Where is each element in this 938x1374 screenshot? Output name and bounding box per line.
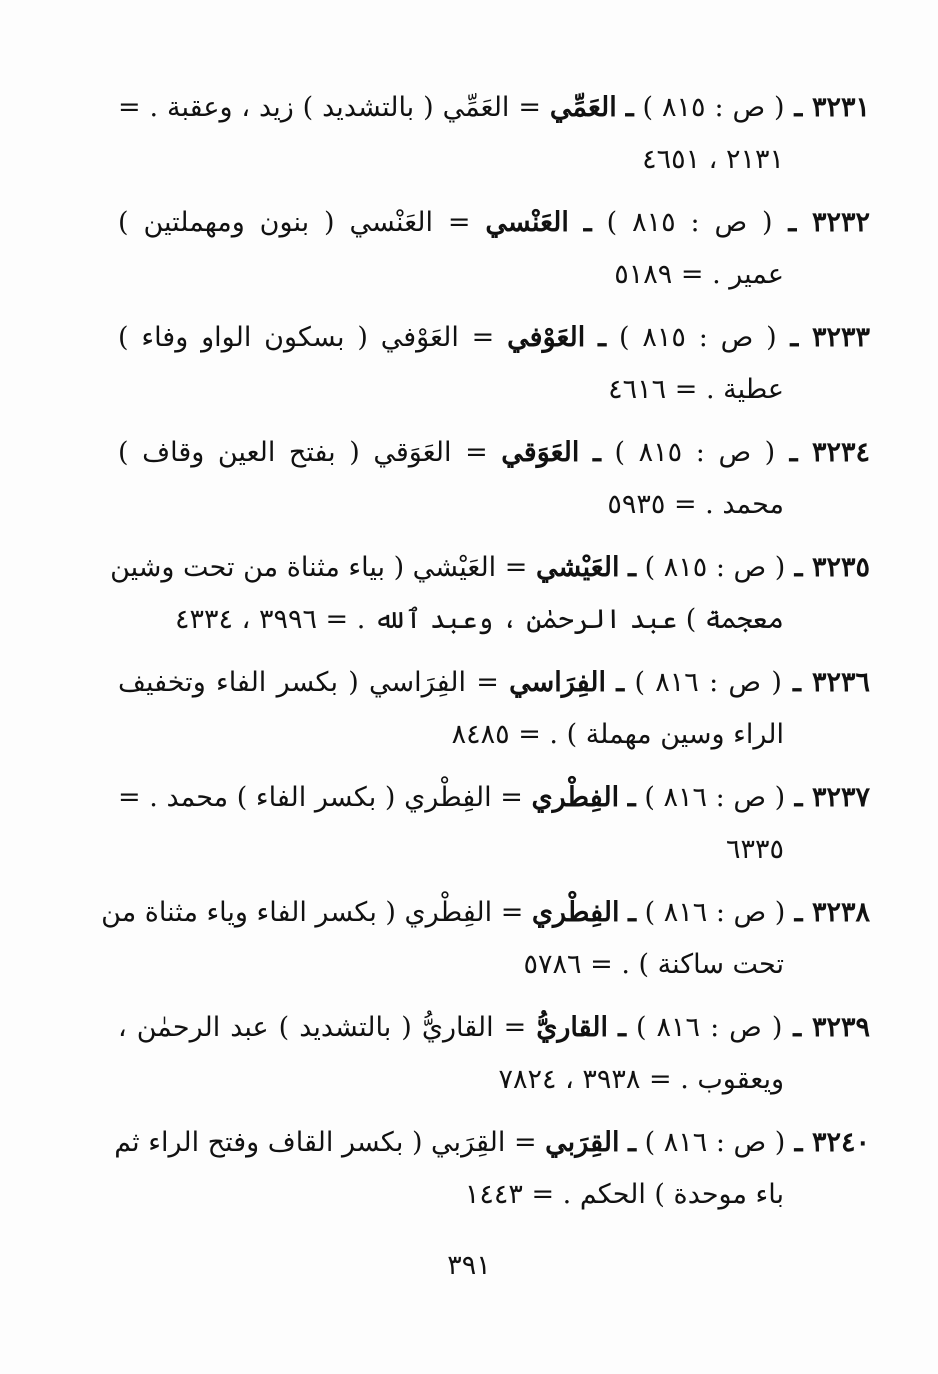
entry-number: ٣٢٤٠ xyxy=(811,1127,870,1158)
entry-line-1 xyxy=(114,1117,870,1169)
entry-line-2: معجمة ) عبد الرحمٰن ، وعبد ٱلله . = ٣٩٩٦ ، ٤٣٣٤ xyxy=(175,604,784,635)
nisba-heading: العَنْسي xyxy=(485,207,569,238)
page-reference: ( ص : ٨١٦ ) xyxy=(644,782,786,813)
entry-number: ٣٢٣١ xyxy=(811,92,870,123)
entry-line-1 xyxy=(118,82,870,134)
entry-number: ٣٢٣٥ xyxy=(811,552,870,583)
entry-dash: ـ xyxy=(782,1012,812,1043)
entry-dash: ـ xyxy=(776,322,812,353)
entry-line-1 xyxy=(118,197,870,249)
entry-line-2: باء موحدة ) الحكم . = ١٤٤٣ xyxy=(464,1179,784,1210)
nisba-heading: العَيْشي xyxy=(535,552,620,583)
entry-line-2: ويعقوب . = ٣٩٣٨ ، ٧٨٢٤ xyxy=(498,1064,784,1095)
entry-line-1 xyxy=(101,887,870,939)
entry-line-1 xyxy=(110,542,870,594)
entry-explanation: = العَنْسي ( بنون ومهملتين ) xyxy=(118,207,471,238)
name-dash: ـ xyxy=(627,782,636,813)
entry-line-2: محمد . = ٥٩٣٥ xyxy=(607,489,784,520)
entry-3236 xyxy=(118,657,870,772)
entry-line-2: عمير . = ٥١٨٩ xyxy=(614,259,784,290)
entry-3234 xyxy=(118,427,870,542)
entry-dash: ـ xyxy=(785,552,812,583)
nisba-heading: العَوْفي xyxy=(507,322,586,353)
name-dash: ـ xyxy=(598,322,607,353)
entry-number: ٣٢٣٩ xyxy=(811,1012,870,1043)
entry-line-1 xyxy=(118,772,870,824)
entry-dash: ـ xyxy=(775,437,812,468)
entry-explanation: = الفِرَاسي ( بكسر الفاء وتخفيف xyxy=(118,667,499,698)
entry-explanation: = الفِطْري ( بكسر الفاء ) محمد . = xyxy=(118,782,523,813)
entry-3240 xyxy=(114,1117,870,1232)
name-dash: ـ xyxy=(628,552,636,583)
entry-dash: ـ xyxy=(772,207,812,238)
entry-explanation: = الفِطْري ( بكسر الفاء وياء مثناة من xyxy=(101,897,524,928)
entry-line-2: الراء وسين مهملة ) . = ٨٤٨٥ xyxy=(451,719,784,750)
name-dash: ـ xyxy=(628,897,636,928)
page-reference: ( ص : ٨١٥ ) xyxy=(606,207,773,238)
entry-number: ٣٢٣٤ xyxy=(811,437,870,468)
entry-dash: ـ xyxy=(784,92,812,123)
nisba-heading: القاريُّ xyxy=(536,1012,609,1043)
name-dash: ـ xyxy=(616,667,625,698)
name-dash: ـ xyxy=(625,92,634,123)
entry-number: ٣٢٣٨ xyxy=(811,897,870,928)
name-dash: ـ xyxy=(628,1127,636,1158)
entry-3239 xyxy=(118,1002,870,1117)
entry-dash: ـ xyxy=(785,1127,812,1158)
page-reference: ( ص : ٨١٥ ) xyxy=(644,552,786,583)
page-reference: ( ص : ٨١٥ ) xyxy=(618,322,777,353)
entry-dash: ـ xyxy=(785,782,812,813)
entry-3233 xyxy=(118,312,870,427)
entry-line-1 xyxy=(118,1002,870,1054)
entry-number: ٣٢٣٧ xyxy=(811,782,870,813)
entry-line-1 xyxy=(118,312,870,364)
entry-dash: ـ xyxy=(785,897,812,928)
entry-line-2: تحت ساكنة ) . = ٥٧٨٦ xyxy=(523,949,784,980)
page-reference: ( ص : ٨١٦ ) xyxy=(636,1012,783,1043)
entry-3238 xyxy=(101,887,870,1002)
page-number: ٣٩١ xyxy=(447,1250,491,1281)
name-dash: ـ xyxy=(618,1012,626,1043)
entry-line-1 xyxy=(118,657,870,709)
entry-dash: ـ xyxy=(781,667,812,698)
entry-3237 xyxy=(118,772,870,887)
entry-explanation: = القاريُّ ( بالتشديد ) عبد الرحمٰن ، xyxy=(118,1012,527,1043)
entry-line-2: عطية . = ٤٦١٦ xyxy=(608,374,784,405)
page-reference: ( ص : ٨١٦ ) xyxy=(644,897,786,928)
nisba-heading: الفِرَاسي xyxy=(509,667,607,698)
page-reference: ( ص : ٨١٦ ) xyxy=(634,667,782,698)
entry-number: ٣٢٣٢ xyxy=(811,207,870,238)
entry-3231 xyxy=(118,82,870,197)
nisba-heading: القِرَبي xyxy=(545,1127,620,1158)
page-reference: ( ص : ٨١٥ ) xyxy=(614,437,776,468)
entry-line-2: ٢١٣١ ، ٤٦٥١ xyxy=(642,144,784,175)
entry-3235 xyxy=(110,542,870,657)
entry-line-1 xyxy=(118,427,870,479)
entry-explanation: = العَيْشي ( بياء مثناة من تحت وشين xyxy=(110,552,528,583)
entries-list xyxy=(101,82,870,1232)
entry-explanation: = القِرَبي ( بكسر القاف وفتح الراء ثم xyxy=(114,1127,537,1158)
page-reference: ( ص : ٨١٦ ) xyxy=(644,1127,786,1158)
nisba-heading: الفِطْري xyxy=(531,782,620,813)
entry-number: ٣٢٣٦ xyxy=(811,667,870,698)
entry-3232 xyxy=(118,197,870,312)
entry-explanation: = العَمِّي ( بالتشديد ) زيد ، وعقبة . = xyxy=(118,92,541,123)
entry-explanation: = العَوْفي ( بسكون الواو وفاء ) xyxy=(118,322,495,353)
entry-explanation: = العَوَقي ( بفتح العين وقاف ) xyxy=(118,437,488,468)
nisba-heading: الفِطْري xyxy=(531,897,620,928)
entry-line-2: ٦٣٣٥ xyxy=(725,834,784,865)
name-dash: ـ xyxy=(583,207,592,238)
entry-number: ٣٢٣٣ xyxy=(811,322,870,353)
nisba-heading: العَمِّي xyxy=(549,92,617,123)
page-reference: ( ص : ٨١٥ ) xyxy=(642,92,785,123)
nisba-heading: العَوَقي xyxy=(501,437,580,468)
name-dash: ـ xyxy=(593,437,601,468)
